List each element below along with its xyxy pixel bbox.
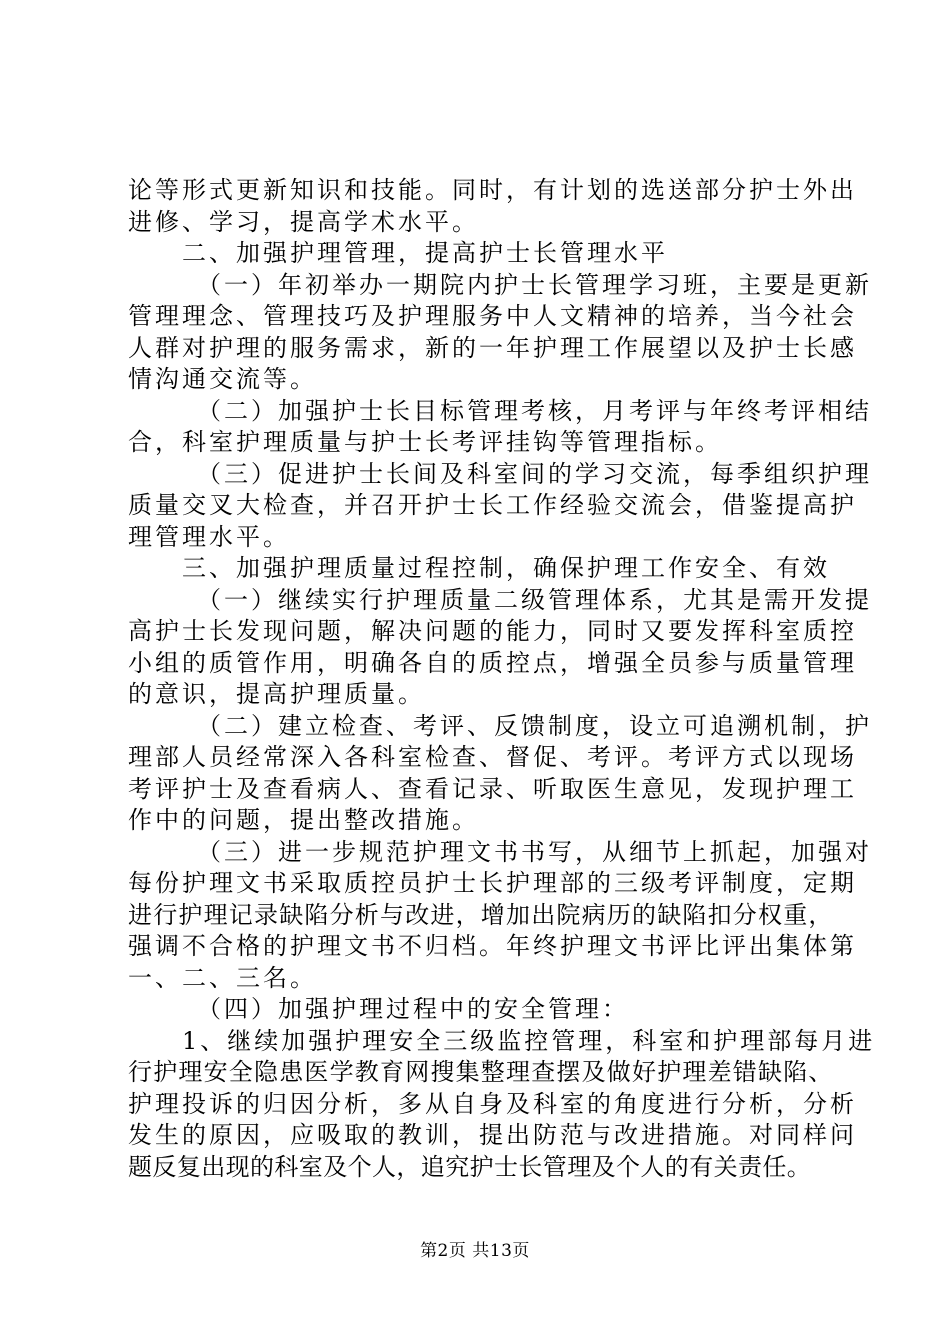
- text-line: 质量交叉大检查，并召开护士长工作经验交流会，借鉴提高护: [128, 491, 857, 519]
- text-line: （一）继续实行护理质量二级管理体系，尤其是需开发提: [128, 585, 872, 614]
- text-line: （一）年初举办一期院内护士长管理学习班，主要是更新: [128, 270, 872, 299]
- text-line: （二）加强护士长目标管理考核，月考评与年终考评相结: [128, 396, 872, 425]
- text-line: 进修、学习，提高学术水平。: [128, 207, 479, 236]
- text-line: （二）建立检查、考评、反馈制度，设立可追溯机制，护: [128, 711, 872, 740]
- text-line: 人群对护理的服务需求，新的一年护理工作展望以及护士长感: [128, 333, 857, 362]
- text-line: 作中的问题，提出整改措施。: [128, 806, 479, 834]
- text-line: 进行护理记录缺陷分析与改进，增加出院病历的缺陷扣分权重，: [128, 900, 834, 929]
- document-body: [128, 175, 876, 1183]
- section-heading: 二、加强护理管理，提高护士长管理水平: [128, 239, 668, 267]
- text-line: 强调不合格的护理文书不归档。年终护理文书评比评出集体第: [128, 932, 857, 960]
- text-line: 考评护士及查看病人、查看记录、听取医生意见，发现护理工: [128, 774, 857, 803]
- text-line: 的意识，提高护理质量。: [128, 680, 425, 708]
- page-number: 第2页 共13页: [420, 1241, 530, 1261]
- text-line: 理管理水平。: [128, 522, 290, 551]
- text-line: 一、二、三名。: [128, 963, 317, 992]
- section-heading: 三、加强护理质量过程控制，确保护理工作安全、有效: [128, 554, 830, 582]
- text-line: 合，科室护理质量与护士长考评挂钩等管理指标。: [128, 428, 722, 456]
- text-line: 每份护理文书采取质控员护士长护理部的三级考评制度，定期: [128, 869, 857, 897]
- text-line: 情沟通交流等。: [128, 365, 317, 393]
- text-line: 小组的质管作用，明确各自的质控点，增强全员参与质量管理: [128, 648, 857, 677]
- text-line: 高护士长发现问题，解决问题的能力，同时又要发挥科室质控: [128, 617, 857, 645]
- text-line: （三）促进护士长间及科室间的学习交流，每季组织护理: [128, 459, 872, 488]
- text-line: 行护理安全隐患医学教育网搜集整理查摆及做好护理差错缺陷、: [128, 1058, 834, 1086]
- text-line: （四）加强护理过程中的安全管理：: [128, 995, 629, 1023]
- text-line: 理部人员经常深入各科室检查、督促、考评。考评方式以现场: [128, 743, 857, 771]
- text-line: （三）进一步规范护理文书书写，从细节上抓起，加强对: [128, 837, 872, 866]
- text-line: 发生的原因，应吸取的教训，提出防范与改进措施。对同样问: [128, 1121, 857, 1149]
- text-line: 护理投诉的归因分析，多从自身及科室的角度进行分析，分析: [128, 1089, 857, 1118]
- text-line: 管理理念、管理技巧及护理服务中人文精神的培养，当今社会: [128, 302, 857, 330]
- text-line: 1、继续加强护理安全三级监控管理，科室和护理部每月进: [128, 1026, 876, 1055]
- text-line: 题反复出现的科室及个人，追究护士长管理及个人的有关责任。: [128, 1152, 812, 1181]
- text-line: 论等形式更新知识和技能。同时，有计划的选送部分护士外出: [128, 176, 857, 204]
